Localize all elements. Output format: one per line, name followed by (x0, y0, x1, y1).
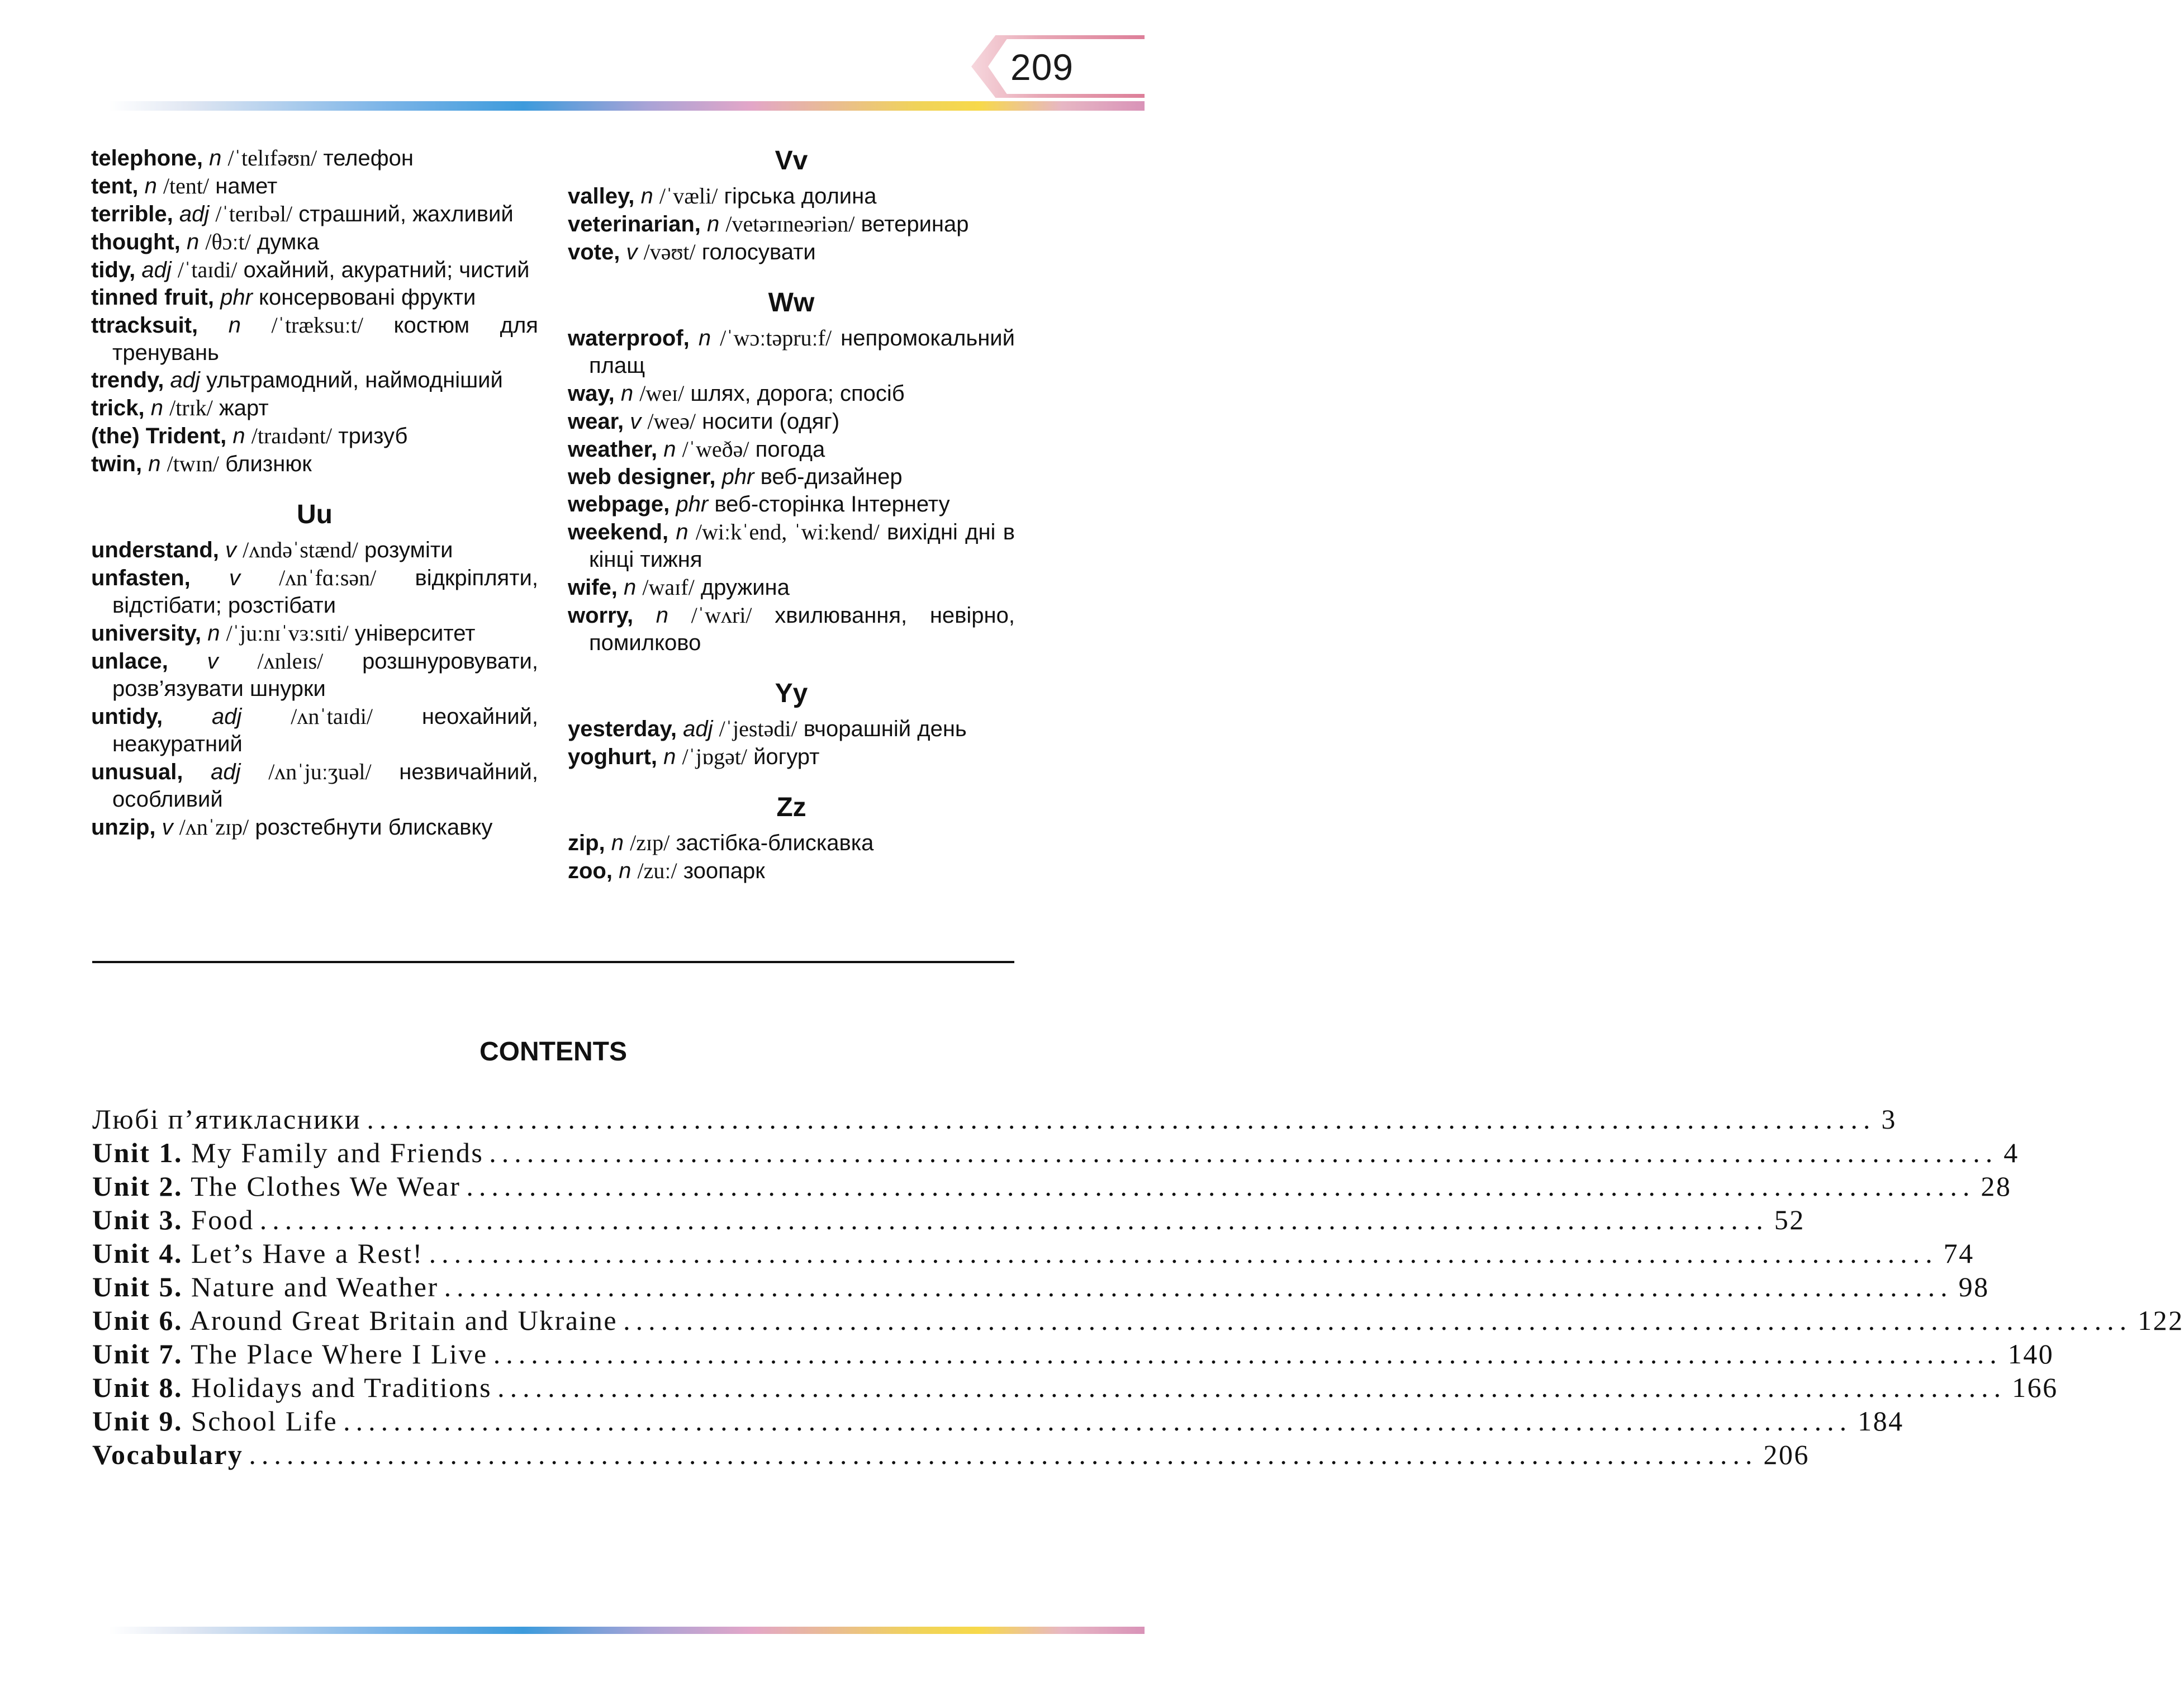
toc-entry-title: School Life (191, 1405, 338, 1437)
toc-entry-title: Holidays and Traditions (191, 1372, 492, 1403)
toc-entry-label (92, 1103, 361, 1135)
section-letter-vv: Vv (775, 146, 808, 176)
vocab-entry (568, 518, 1015, 574)
toc-row[interactable] (92, 1271, 1990, 1304)
entry-part-of-speech: adj (141, 258, 172, 282)
entry-translation: носити (одяг) (702, 409, 840, 434)
vocab-entry (568, 210, 1015, 238)
entry-part-of-speech: n (232, 424, 245, 448)
entry-word: university, (91, 621, 202, 646)
entry-transcription: /ʌndəˈstænd/ (243, 537, 358, 562)
toc-page-number: 166 (2012, 1372, 2058, 1403)
toc-leader-dots: ........................................................................................................................ (497, 1372, 2007, 1403)
toc-row[interactable] (92, 1204, 1805, 1237)
entry-part-of-speech: n (619, 859, 632, 883)
vocab-entry (91, 703, 538, 758)
entry-word: worry, (568, 603, 634, 628)
vocab-entry (91, 758, 538, 813)
entry-word: terrible, (91, 202, 173, 226)
entry-transcription: /vetərɪneəriən/ (725, 211, 855, 236)
toc-leader-dots: ........................................................................................................................ (466, 1171, 1976, 1202)
entry-translation: університет (354, 621, 476, 646)
entry-part-of-speech: n (663, 745, 676, 769)
entry-word: twin, (91, 452, 143, 476)
vocab-entry (568, 324, 1015, 380)
entry-translation: застібка-блискавка (676, 831, 874, 855)
entry-part-of-speech: n (698, 326, 711, 350)
toc-page-number: 184 (1858, 1405, 1904, 1437)
right-entries-group-vv (568, 182, 1015, 266)
table-of-contents (92, 1103, 2184, 1472)
section-letter-uu: Uu (297, 500, 333, 529)
entry-translation: веб-сторінка Інтернету (714, 492, 950, 517)
entry-transcription: /θɔːt/ (205, 229, 251, 254)
toc-page-number: 140 (2007, 1338, 2054, 1370)
entry-transcription: /tent/ (163, 173, 210, 198)
vocab-entry (91, 367, 538, 394)
vocab-entry (91, 647, 538, 703)
toc-row[interactable] (92, 1371, 2058, 1405)
entry-word: tent, (91, 174, 139, 198)
toc-row[interactable] (92, 1136, 2019, 1170)
entry-transcription: /ˈtelɪfəʊn/ (227, 145, 317, 170)
entry-part-of-speech: n (209, 146, 222, 170)
entry-translation: веб-дизайнер (760, 465, 903, 489)
entry-word: telephone, (91, 146, 203, 170)
toc-row[interactable] (92, 1405, 1904, 1438)
toc-page-number: 122 (2138, 1305, 2184, 1336)
toc-entry-title: The Place Where I Live (191, 1338, 488, 1370)
vocab-entry (91, 450, 538, 478)
left-entries-group-u (91, 536, 538, 841)
toc-entry-label (92, 1204, 254, 1236)
section-letter-ww: Ww (768, 288, 815, 318)
entry-transcription: /weə/ (647, 409, 696, 434)
entry-word: untidy, (91, 704, 163, 729)
toc-row[interactable] (92, 1237, 1974, 1271)
entry-transcription: /ˈvæli/ (659, 183, 718, 209)
vocab-entry (568, 857, 1015, 885)
toc-page-number: 3 (1881, 1103, 1897, 1135)
entry-translation: голосувати (701, 240, 816, 264)
toc-unit-number: Unit 1. (92, 1137, 183, 1168)
section-letter-yy: Yy (775, 679, 808, 708)
entry-transcription: /ˈjestədi/ (719, 716, 797, 741)
vocab-entry (568, 574, 1015, 601)
entry-translation: розстебнути блискавку (255, 815, 493, 840)
toc-entry-title: My Family and Friends (191, 1137, 484, 1168)
entry-word: vote, (568, 240, 620, 264)
entry-part-of-speech: n (640, 184, 653, 209)
toc-leader-dots: ........................................................................................................................ (429, 1238, 1938, 1269)
toc-unit-number: Unit 2. (92, 1171, 183, 1202)
entry-part-of-speech: phr (220, 285, 253, 310)
toc-unit-number: Unit 8. (92, 1372, 183, 1403)
entry-transcription: /ˈwɔːtəpruːf/ (720, 325, 832, 350)
vocab-entry (91, 536, 538, 564)
entry-part-of-speech: v (630, 409, 642, 434)
toc-leader-dots: ........................................................................................................................ (367, 1103, 1876, 1135)
entry-transcription: /ʌnˈfɑːsən/ (279, 565, 377, 590)
entry-part-of-speech: v (229, 566, 240, 590)
right-entries-group-yy (568, 715, 1015, 771)
toc-page-number: 74 (1943, 1238, 1974, 1269)
entry-word: understand, (91, 538, 219, 562)
toc-row[interactable] (92, 1438, 1810, 1472)
entry-transcription: /ˈtaɪdi/ (177, 257, 238, 282)
toc-page-number: 98 (1958, 1271, 1990, 1302)
entry-transcription: /ˈwʌri/ (691, 603, 752, 628)
entry-word: tidy, (91, 258, 136, 282)
entry-transcription: /wiːkˈend, ˈwiːkend/ (695, 519, 880, 544)
vocab-entry (91, 813, 538, 841)
entry-part-of-speech: n (144, 174, 157, 198)
entry-translation: неохайний, неакуратний (112, 704, 538, 756)
entry-part-of-speech: n (148, 452, 161, 476)
entry-translation: непромокальний плащ (589, 326, 1015, 378)
entry-translation: ветеринар (861, 212, 969, 236)
toc-leader-dots: ........................................................................................................................ (623, 1305, 2133, 1336)
entry-transcription: /traɪdənt/ (251, 423, 333, 448)
entry-transcription: /ʌnˈzɪp/ (179, 814, 249, 840)
entry-part-of-speech: v (626, 240, 638, 264)
entry-translation: зоопарк (683, 859, 765, 883)
toc-leader-dots: ........................................................................................................................ (444, 1271, 1953, 1302)
entry-part-of-speech: phr (721, 465, 754, 489)
entry-word: unfasten, (91, 566, 191, 590)
entry-word: unusual, (91, 760, 183, 784)
entry-part-of-speech: n (228, 313, 241, 338)
entry-transcription: /zɪp/ (630, 830, 670, 855)
section-divider-rule (92, 961, 1014, 963)
entry-translation: консервовані фрукти (259, 285, 476, 310)
entry-part-of-speech: adj (179, 202, 210, 226)
vocab-entry (568, 238, 1015, 266)
entry-transcription: /ˈjɒgət/ (682, 744, 747, 769)
entry-translation: тризуб (338, 424, 408, 448)
vocab-entry (568, 380, 1015, 408)
entry-word: tinned fruit, (91, 285, 214, 310)
toc-entry-title: Let’s Have a Rest! (191, 1238, 424, 1269)
entry-part-of-speech: adj (212, 704, 242, 729)
entry-word: trick, (91, 396, 145, 420)
entry-translation: відкріпляти, відстібати; розстібати (112, 566, 538, 618)
toc-unit-number: Vocabulary (92, 1439, 244, 1470)
entry-word: yesterday, (568, 717, 677, 741)
entry-word: ttracksuit, (91, 313, 198, 338)
entry-transcription: /waɪf/ (642, 575, 695, 600)
entry-transcription: /ʌnleɪs/ (257, 648, 324, 674)
toc-page-number: 52 (1774, 1204, 1805, 1235)
entry-word: valley, (568, 184, 635, 209)
entry-part-of-speech: n (707, 212, 720, 236)
vocab-entry (568, 829, 1015, 857)
left-entries-group-t (91, 144, 538, 478)
top-gradient-bar (109, 101, 1145, 111)
toc-page-number: 4 (2003, 1137, 2019, 1168)
toc-leader-dots: ........................................................................................................................ (489, 1137, 1998, 1168)
vocab-entry (568, 435, 1015, 463)
vocab-entry (91, 564, 538, 619)
page-number: 209 (1010, 46, 1074, 88)
toc-page-number: 206 (1763, 1439, 1810, 1470)
toc-page-number: 28 (1981, 1171, 2012, 1202)
toc-entry-label (92, 1136, 483, 1169)
toc-unit-number: Unit 5. (92, 1271, 183, 1302)
entry-part-of-speech: n (624, 575, 637, 600)
entry-word: weekend, (568, 520, 669, 544)
entry-transcription: /ˈterɪbəl/ (215, 201, 293, 226)
toc-leader-dots: ........................................................................................................................ (249, 1439, 1758, 1470)
entry-part-of-speech: n (207, 621, 220, 646)
entry-translation: незвичайний, особливий (112, 760, 538, 812)
entry-word: yoghurt, (568, 745, 657, 769)
toc-entry-title: The Clothes We Wear (191, 1171, 461, 1202)
entry-word: (the) Trident, (91, 424, 227, 448)
vocab-entry (568, 182, 1015, 210)
entry-translation: намет (215, 174, 278, 198)
entry-translation: телефон (323, 146, 414, 170)
entry-part-of-speech: n (620, 381, 634, 406)
entry-part-of-speech: n (611, 831, 624, 855)
toc-entry-label (92, 1438, 243, 1471)
vocab-entry (568, 408, 1015, 435)
entry-translation: йогурт (753, 745, 820, 769)
entry-translation: розуміти (364, 538, 453, 562)
entry-translation: вчорашній день (803, 717, 967, 741)
toc-entry-label (92, 1338, 488, 1370)
right-vocabulary-column (568, 144, 1015, 885)
entry-part-of-speech: v (207, 649, 219, 674)
entry-transcription: /weɪ/ (639, 381, 685, 406)
vocab-entry (91, 200, 538, 228)
entry-word: wife, (568, 575, 618, 600)
right-entries-group-zz (568, 829, 1015, 885)
entry-translation: ультрамодний, наймодніший (206, 368, 503, 392)
entry-translation: костюм для тренувань (112, 313, 538, 365)
toc-entry-title: Nature and Weather (191, 1271, 439, 1302)
vocab-entry (91, 394, 538, 422)
entry-transcription: /ˈtræksuːt/ (271, 312, 363, 338)
entry-translation: вихідні дні в кінці тижня (589, 520, 1015, 572)
entry-word: veterinarian, (568, 212, 701, 236)
entry-word: unzip, (91, 815, 156, 840)
entry-transcription: /trɪk/ (169, 395, 213, 420)
vocab-entry (91, 284, 538, 311)
toc-entry-title: Любі п’ятикласники (92, 1103, 362, 1135)
entry-word: wear, (568, 409, 624, 434)
entry-translation: дружина (700, 575, 790, 600)
entry-part-of-speech: adj (170, 368, 200, 392)
entry-part-of-speech: n (656, 603, 668, 628)
toc-row[interactable] (92, 1170, 2012, 1204)
toc-row[interactable] (92, 1304, 2184, 1338)
entry-transcription: /ˈweðə/ (682, 437, 749, 462)
entry-translation: страшний, жахливий (298, 202, 514, 226)
toc-row[interactable] (92, 1103, 1897, 1136)
toc-entry-label (92, 1271, 439, 1303)
entry-transcription: /twɪn/ (167, 451, 219, 476)
entry-part-of-speech: n (150, 396, 163, 420)
vocab-entry (91, 144, 538, 172)
entry-part-of-speech: n (663, 437, 676, 462)
entry-word: zoo, (568, 859, 613, 883)
toc-leader-dots: ........................................................................................................................ (259, 1204, 1769, 1235)
left-vocabulary-column (91, 144, 538, 841)
vocab-entry (568, 743, 1015, 771)
entry-translation: розшнуровувати, розв’язувати шнурки (112, 649, 538, 701)
vocab-entry (91, 619, 538, 647)
entry-word: zip, (568, 831, 605, 855)
entry-part-of-speech: n (187, 230, 200, 254)
entry-part-of-speech: phr (676, 492, 709, 517)
entry-translation: близнюк (225, 452, 312, 476)
vocab-entry (568, 601, 1015, 657)
toc-entry-label (92, 1170, 460, 1202)
toc-unit-number: Unit 4. (92, 1238, 183, 1269)
toc-row[interactable] (92, 1338, 2054, 1371)
vocab-entry (91, 228, 538, 256)
vocab-entry (91, 311, 538, 367)
entry-part-of-speech: v (225, 538, 237, 562)
entry-translation: жарт (219, 396, 269, 420)
vocab-entry (568, 463, 1015, 491)
toc-entry-title: Around Great Britain and Ukraine (189, 1305, 618, 1336)
entry-transcription: /zuː/ (637, 858, 677, 883)
bottom-gradient-bar (109, 1627, 1145, 1634)
vocab-entry (568, 491, 1015, 518)
entry-word: trendy, (91, 368, 164, 392)
entry-part-of-speech: adj (683, 717, 713, 741)
entry-part-of-speech: adj (211, 760, 241, 784)
entry-word: way, (568, 381, 615, 406)
vocab-entry (91, 172, 538, 200)
toc-entry-title: Food (191, 1204, 254, 1235)
toc-entry-label (92, 1371, 492, 1404)
toc-entry-label (92, 1405, 338, 1437)
contents-title: CONTENTS (479, 1037, 627, 1067)
vocab-entry (568, 715, 1015, 743)
toc-unit-number: Unit 7. (92, 1338, 183, 1370)
entry-part-of-speech: n (676, 520, 689, 544)
entry-word: weather, (568, 437, 658, 462)
entry-translation: думка (257, 230, 319, 254)
section-letter-zz: Zz (776, 793, 806, 822)
entry-transcription: /vəʊt/ (643, 239, 696, 264)
entry-translation: шлях, дорога; спосіб (690, 381, 905, 406)
entry-transcription: /ʌnˈtaɪdi/ (291, 704, 373, 729)
entry-word: waterproof, (568, 326, 690, 350)
entry-word: webpage, (568, 492, 670, 517)
toc-unit-number: Unit 6. (92, 1305, 183, 1336)
entry-word: unlace, (91, 649, 168, 674)
right-entries-group-ww (568, 324, 1015, 657)
entry-word: thought, (91, 230, 181, 254)
entry-translation: гірська долина (724, 184, 877, 209)
entry-transcription: /ʌnˈjuːʒuəl/ (268, 759, 372, 784)
entry-part-of-speech: v (162, 815, 173, 840)
toc-unit-number: Unit 9. (92, 1405, 183, 1437)
toc-entry-label (92, 1304, 618, 1337)
entry-transcription: /ˈjuːnɪˈvɜːsɪti/ (226, 620, 349, 646)
entry-translation: погода (755, 437, 825, 462)
toc-leader-dots: ........................................................................................................................ (493, 1338, 2002, 1370)
vocab-entry (91, 256, 538, 284)
vocab-entry (91, 422, 538, 450)
entry-translation: охайний, акуратний; чистий (243, 258, 530, 282)
toc-unit-number: Unit 3. (92, 1204, 183, 1235)
toc-entry-label (92, 1237, 424, 1269)
entry-word: web designer, (568, 465, 716, 489)
toc-leader-dots: ........................................................................................................................ (343, 1405, 1853, 1437)
entry-translation: хвилювання, невірно, помилково (589, 603, 1015, 655)
